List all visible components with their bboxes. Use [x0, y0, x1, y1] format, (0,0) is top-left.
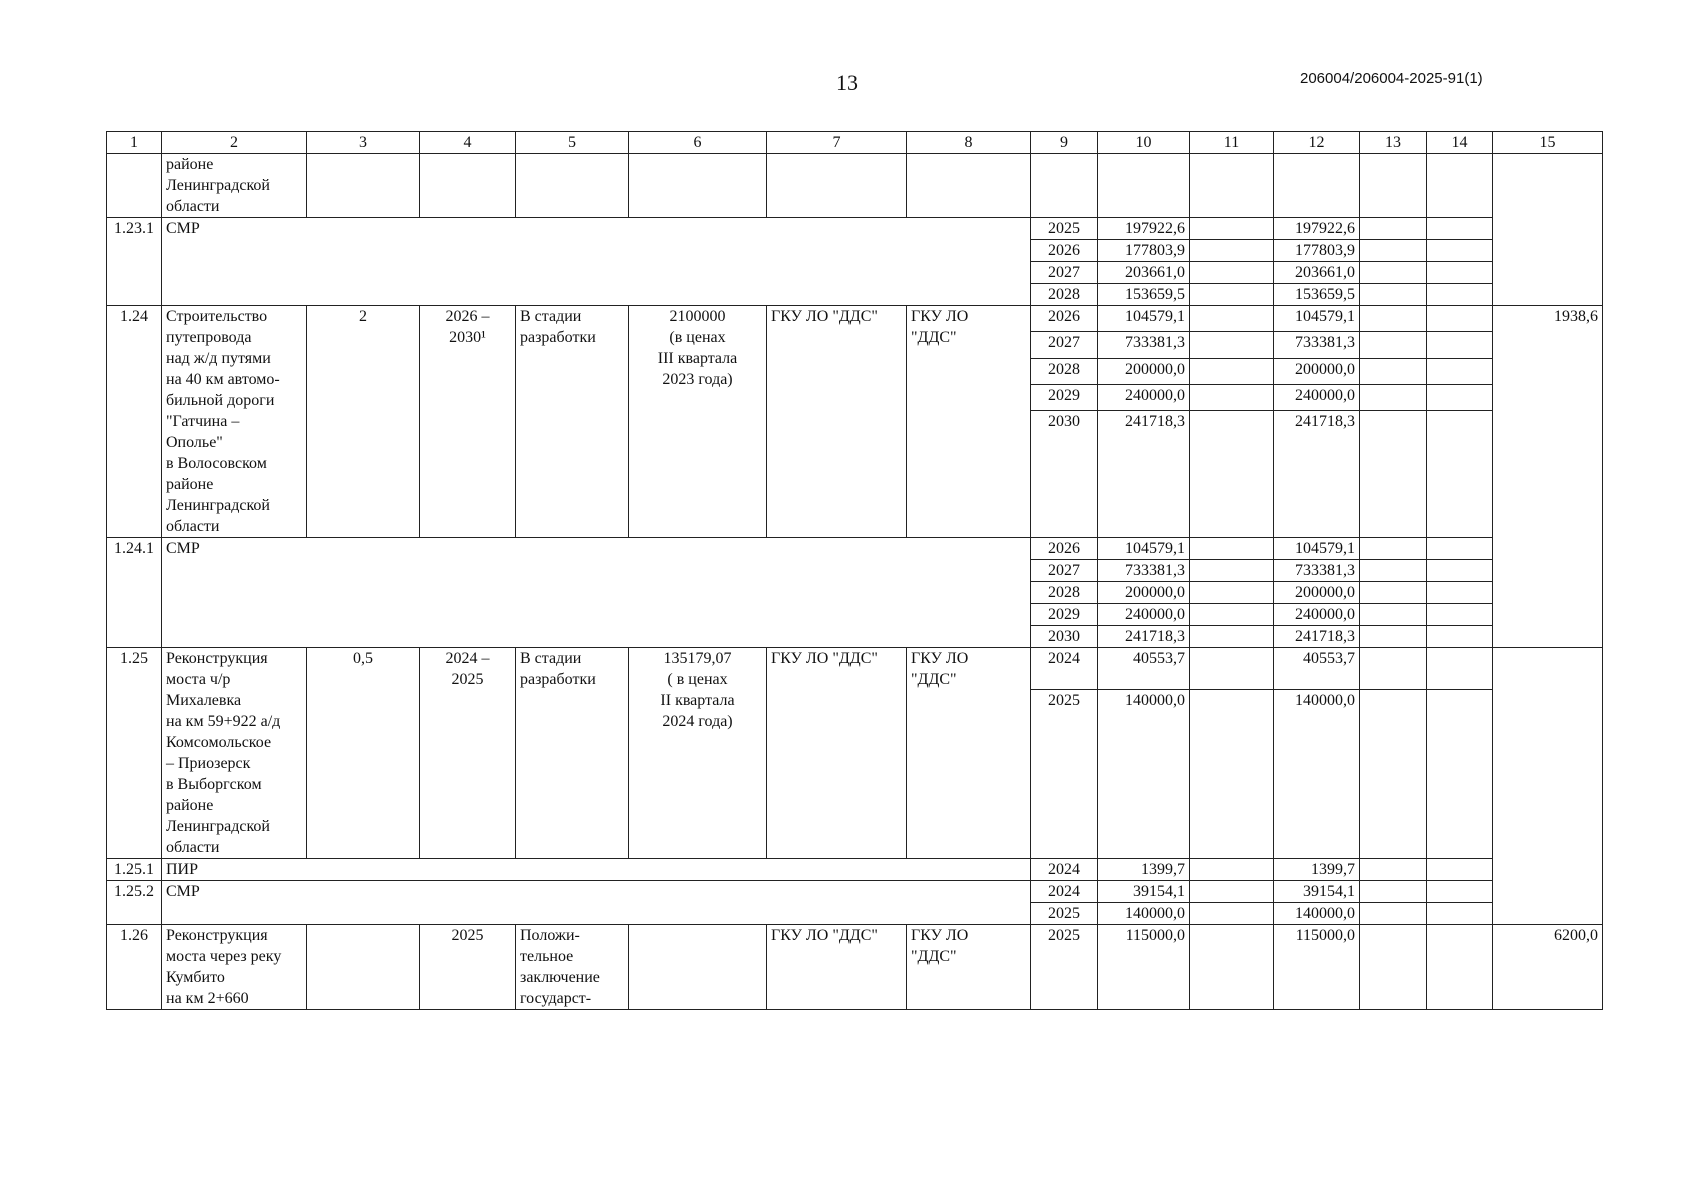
- cost-cell: [629, 925, 767, 1010]
- cell-col-4: [420, 154, 516, 218]
- amount-col-12: 40553,7: [1274, 648, 1360, 690]
- year-cell: 2025: [1031, 690, 1098, 859]
- table-row: [107, 881, 1603, 903]
- amount-col-12: 733381,3: [1274, 560, 1360, 582]
- cell-col-14: [1427, 582, 1493, 604]
- item-name-line: путепровода: [166, 329, 252, 346]
- length-cell: 0,5: [307, 648, 420, 859]
- year-cell: 2025: [1031, 218, 1098, 240]
- status-cell: [516, 306, 629, 538]
- year-cell: 2027: [1031, 262, 1098, 284]
- amount-col-12: 240000,0: [1274, 384, 1360, 410]
- column-header-1: 1: [107, 132, 162, 154]
- status-cell-line: разработки: [520, 329, 596, 346]
- amount-col-12: 177803,9: [1274, 240, 1360, 262]
- amount-col-10: 733381,3: [1098, 332, 1190, 358]
- status-cell-line: Положи-: [520, 927, 580, 944]
- cell-name-line: Ленинградской: [166, 177, 270, 194]
- item-label: СМР: [162, 218, 1031, 306]
- item-number: 1.23.1: [107, 218, 162, 306]
- column-header-3: 3: [307, 132, 420, 154]
- cell-col-14: [1427, 859, 1493, 881]
- cell-col-14: [1427, 604, 1493, 626]
- column-header-4: 4: [420, 132, 516, 154]
- amount-col-10: 177803,9: [1098, 240, 1190, 262]
- amount-col-12: 197922,6: [1274, 218, 1360, 240]
- column-header-2: 2: [162, 132, 307, 154]
- customer-cell: ГКУ ЛО "ДДС": [767, 306, 907, 538]
- table-row: [107, 538, 1603, 560]
- column-header-14: 14: [1427, 132, 1493, 154]
- amount-col-10: 140000,0: [1098, 903, 1190, 925]
- item-name-line: – Приозерск: [166, 755, 251, 772]
- status-cell-line: В стадии: [520, 308, 582, 325]
- year-cell: 2024: [1031, 859, 1098, 881]
- cell-col-5: [516, 154, 629, 218]
- cell-col-11: [1190, 925, 1274, 1010]
- column-header-15: 15: [1493, 132, 1603, 154]
- year-cell: 2029: [1031, 604, 1098, 626]
- column-header-11: 11: [1190, 132, 1274, 154]
- item-number: 1.25.1: [107, 859, 162, 881]
- item-name-line: на км 59+922 а/д: [166, 713, 281, 730]
- cell-col-13: [1360, 262, 1427, 284]
- amount-col-12: 241718,3: [1274, 411, 1360, 538]
- column-header-12: 12: [1274, 132, 1360, 154]
- cell-col-6: [629, 154, 767, 218]
- amount-col-10: 200000,0: [1098, 582, 1190, 604]
- cell-col-14: [1427, 690, 1493, 859]
- item-number: 1.25.2: [107, 881, 162, 925]
- cell-col-14: [1427, 626, 1493, 648]
- developer-cell-line: "ДДС": [911, 329, 957, 346]
- developer-cell: [907, 925, 1031, 1010]
- item-name: [162, 306, 307, 538]
- column-header-6: 6: [629, 132, 767, 154]
- continuation-row: [107, 154, 1603, 218]
- cell-col-13: [1360, 903, 1427, 925]
- status-cell-line: заключение: [520, 969, 600, 986]
- cell-col-11: [1190, 218, 1274, 240]
- cell-col-14: [1427, 384, 1493, 410]
- cell-col-11: [1190, 604, 1274, 626]
- cell-col-10: [1098, 154, 1190, 218]
- column-header-13: 13: [1360, 132, 1427, 154]
- column-header-5: 5: [516, 132, 629, 154]
- cell-col-14: [1427, 538, 1493, 560]
- item-name-line: Кумбито: [166, 969, 225, 986]
- amount-col-12: 1399,7: [1274, 859, 1360, 881]
- year-cell: 2030: [1031, 411, 1098, 538]
- item-name-line: районе: [166, 476, 214, 493]
- cell-col-14: [1427, 881, 1493, 903]
- amount-col-10: 197922,6: [1098, 218, 1190, 240]
- table-row: [107, 859, 1603, 881]
- cell-col-13: [1360, 560, 1427, 582]
- amount-col-12: 153659,5: [1274, 284, 1360, 306]
- status-cell: [516, 648, 629, 859]
- cell-col-11: [1190, 560, 1274, 582]
- developer-cell-line: ГКУ ЛО: [911, 308, 969, 325]
- period-cell: [420, 648, 516, 859]
- cost-cell-line: 2100000: [669, 308, 726, 325]
- status-cell-line: государст-: [520, 990, 592, 1007]
- length-cell: 2: [307, 306, 420, 538]
- cell-col-13: [1360, 582, 1427, 604]
- header-row: [107, 132, 1603, 154]
- amount-col-10: 200000,0: [1098, 358, 1190, 384]
- amount-col-12: 104579,1: [1274, 306, 1360, 332]
- item-name-line: моста ч/р: [166, 671, 231, 688]
- period-cell-line: 2030¹: [449, 329, 486, 346]
- item-name-line: на 40 км автомо-: [166, 371, 280, 388]
- period-cell-line: 2024 –: [445, 650, 490, 667]
- cost-cell-line: 2024 года): [662, 713, 733, 730]
- amount-col-10: 104579,1: [1098, 306, 1190, 332]
- item-number: 1.25: [107, 648, 162, 859]
- year-cell: 2028: [1031, 358, 1098, 384]
- cell-col-13: [1360, 384, 1427, 410]
- item-name-line: в Волосовском: [166, 455, 267, 472]
- item-name-line: области: [166, 839, 220, 856]
- amount-col-10: 240000,0: [1098, 604, 1190, 626]
- cell-num: [107, 154, 162, 218]
- cell-col-12: [1274, 154, 1360, 218]
- developer-cell-line: ГКУ ЛО: [911, 927, 969, 944]
- item-name-line: области: [166, 518, 220, 535]
- status-cell-line: В стадии: [520, 650, 582, 667]
- cell-col-14: [1427, 560, 1493, 582]
- cell-col-13: [1360, 604, 1427, 626]
- cell-col-8: [907, 154, 1031, 218]
- column-header-8: 8: [907, 132, 1031, 154]
- cell-name-line: районе: [166, 156, 214, 173]
- cell-col-14: [1427, 903, 1493, 925]
- cell-col-13: [1360, 648, 1427, 690]
- amount-col-12: 104579,1: [1274, 538, 1360, 560]
- status-cell-line: разработки: [520, 671, 596, 688]
- amount-col-10: 115000,0: [1098, 925, 1190, 1010]
- cell-col-14: [1427, 306, 1493, 332]
- cost-cell: [629, 306, 767, 538]
- cell-col-14: [1427, 358, 1493, 384]
- cell-col-14: [1427, 154, 1493, 218]
- cell-col-15: 1938,6: [1493, 306, 1603, 648]
- cell-col-13: [1360, 690, 1427, 859]
- cell-col-11: [1190, 648, 1274, 690]
- cell-col-15: 6200,0: [1493, 925, 1603, 1010]
- developer-cell: [907, 648, 1031, 859]
- item-name-line: Реконструкция: [166, 650, 268, 667]
- item-name: [162, 648, 307, 859]
- customer-cell: ГКУ ЛО "ДДС": [767, 925, 907, 1010]
- amount-col-12: 140000,0: [1274, 690, 1360, 859]
- cell-col-11: [1190, 903, 1274, 925]
- cell-col-11: [1190, 358, 1274, 384]
- amount-col-10: 104579,1: [1098, 538, 1190, 560]
- amount-col-12: 39154,1: [1274, 881, 1360, 903]
- amount-col-10: 140000,0: [1098, 690, 1190, 859]
- table-row: [107, 925, 1603, 1010]
- item-name-line: Ополье": [166, 434, 223, 451]
- item-label: СМР: [162, 538, 1031, 648]
- developer-cell-line: ГКУ ЛО: [911, 650, 969, 667]
- cell-col-14: [1427, 284, 1493, 306]
- amount-col-10: 39154,1: [1098, 881, 1190, 903]
- period-cell: 2025: [420, 925, 516, 1010]
- cell-col-3: [307, 154, 420, 218]
- cost-cell-line: (в ценах: [669, 329, 726, 346]
- cell-col-11: [1190, 582, 1274, 604]
- cell-col-11: [1190, 859, 1274, 881]
- item-name-line: Михалевка: [166, 692, 242, 709]
- cell-col-11: [1190, 690, 1274, 859]
- cell-col-11: [1190, 384, 1274, 410]
- cell-col-13: [1360, 925, 1427, 1010]
- cost-cell-line: 135179,07: [663, 650, 732, 667]
- year-cell: 2028: [1031, 582, 1098, 604]
- cell-name-line: области: [166, 198, 220, 215]
- developer-cell-line: "ДДС": [911, 671, 957, 688]
- item-name-line: Ленинградской: [166, 497, 270, 514]
- amount-col-10: 203661,0: [1098, 262, 1190, 284]
- cell-col-14: [1427, 411, 1493, 538]
- column-header-9: 9: [1031, 132, 1098, 154]
- cell-col-14: [1427, 925, 1493, 1010]
- table-row: [107, 648, 1603, 690]
- item-name: [162, 925, 307, 1010]
- year-cell: 2024: [1031, 881, 1098, 903]
- cell-col-11: [1190, 411, 1274, 538]
- cell-col-9: [1031, 154, 1098, 218]
- cell-col-14: [1427, 648, 1493, 690]
- item-name-line: Строительство: [166, 308, 268, 325]
- amount-col-12: 200000,0: [1274, 358, 1360, 384]
- item-number: 1.26: [107, 925, 162, 1010]
- item-number: 1.24.1: [107, 538, 162, 648]
- period-cell-line: 2025: [451, 671, 484, 688]
- year-cell: 2026: [1031, 240, 1098, 262]
- cost-cell: [629, 648, 767, 859]
- item-name-line: на км 2+660: [166, 990, 249, 1007]
- cost-cell-line: ( в ценах: [667, 671, 728, 688]
- amount-col-12: 241718,3: [1274, 626, 1360, 648]
- item-name-line: Реконструкция: [166, 927, 268, 944]
- year-cell: 2025: [1031, 903, 1098, 925]
- cell-col-13: [1360, 332, 1427, 358]
- amount-col-10: 733381,3: [1098, 560, 1190, 582]
- cell-col-11: [1190, 626, 1274, 648]
- year-cell: 2027: [1031, 332, 1098, 358]
- year-cell: 2026: [1031, 538, 1098, 560]
- cell-col-13: [1360, 859, 1427, 881]
- item-name-line: в Выборгском: [166, 776, 262, 793]
- table-body: [107, 132, 1603, 1010]
- cell-col-11: [1190, 262, 1274, 284]
- cell-col-11: [1190, 538, 1274, 560]
- amount-col-12: 733381,3: [1274, 332, 1360, 358]
- amount-col-12: 115000,0: [1274, 925, 1360, 1010]
- cell-col-14: [1427, 262, 1493, 284]
- cell-col-13: [1360, 306, 1427, 332]
- year-cell: 2026: [1031, 306, 1098, 332]
- amount-col-10: 240000,0: [1098, 384, 1190, 410]
- cell-col-11: [1190, 240, 1274, 262]
- cost-cell-line: II квартала: [660, 692, 735, 709]
- year-cell: 2028: [1031, 284, 1098, 306]
- year-cell: 2029: [1031, 384, 1098, 410]
- page-number: 13: [836, 70, 858, 95]
- cell-col-11: [1190, 154, 1274, 218]
- cell-col-14: [1427, 218, 1493, 240]
- cell-col-14: [1427, 332, 1493, 358]
- cell-col-11: [1190, 306, 1274, 332]
- cell-col-11: [1190, 284, 1274, 306]
- amount-col-12: 240000,0: [1274, 604, 1360, 626]
- cell-col-14: [1427, 240, 1493, 262]
- amount-col-10: 1399,7: [1098, 859, 1190, 881]
- developer-cell: [907, 306, 1031, 538]
- item-name-line: над ж/д путями: [166, 350, 271, 367]
- amount-col-12: 200000,0: [1274, 582, 1360, 604]
- amount-col-10: 241718,3: [1098, 626, 1190, 648]
- item-label: ПИР: [162, 859, 1031, 881]
- item-name-line: районе: [166, 797, 214, 814]
- item-number: 1.24: [107, 306, 162, 538]
- developer-cell-line: "ДДС": [911, 948, 957, 965]
- cell-col-13: [1360, 881, 1427, 903]
- cell-col-11: [1190, 332, 1274, 358]
- cost-cell-line: 2023 года): [662, 371, 733, 388]
- year-cell: 2025: [1031, 925, 1098, 1010]
- amount-col-10: 40553,7: [1098, 648, 1190, 690]
- cell-col-15: [1493, 154, 1603, 306]
- cell-col-13: [1360, 626, 1427, 648]
- cell-col-13: [1360, 284, 1427, 306]
- item-name-line: Ленинградской: [166, 818, 270, 835]
- year-cell: 2024: [1031, 648, 1098, 690]
- item-name-line: моста через реку: [166, 948, 282, 965]
- amount-col-12: 140000,0: [1274, 903, 1360, 925]
- investment-table: [106, 131, 1603, 1010]
- table-row: [107, 306, 1603, 332]
- period-cell-line: 2026 –: [445, 308, 490, 325]
- cell-col-7: [767, 154, 907, 218]
- cell-col-13: [1360, 154, 1427, 218]
- item-name-line: бильной дороги: [166, 392, 275, 409]
- cell-col-13: [1360, 358, 1427, 384]
- item-label: СМР: [162, 881, 1031, 925]
- amount-col-12: 203661,0: [1274, 262, 1360, 284]
- cell-col-13: [1360, 538, 1427, 560]
- customer-cell: ГКУ ЛО "ДДС": [767, 648, 907, 859]
- cell-col-13: [1360, 218, 1427, 240]
- item-name-line: Комсомольское: [166, 734, 272, 751]
- amount-col-10: 241718,3: [1098, 411, 1190, 538]
- period-cell: [420, 306, 516, 538]
- column-header-10: 10: [1098, 132, 1190, 154]
- cell-col-15: [1493, 648, 1603, 925]
- year-cell: 2027: [1031, 560, 1098, 582]
- cell-col-11: [1190, 881, 1274, 903]
- year-cell: 2030: [1031, 626, 1098, 648]
- table-row: [107, 218, 1603, 240]
- status-cell: [516, 925, 629, 1010]
- amount-col-10: 153659,5: [1098, 284, 1190, 306]
- cell-name: [162, 154, 307, 218]
- cost-cell-line: III квартала: [657, 350, 738, 367]
- item-name-line: "Гатчина –: [166, 413, 240, 430]
- cell-col-13: [1360, 411, 1427, 538]
- length-cell: [307, 925, 420, 1010]
- cell-col-13: [1360, 240, 1427, 262]
- status-cell-line: тельное: [520, 948, 574, 965]
- column-header-7: 7: [767, 132, 907, 154]
- document-reference: 206004/206004-2025-91(1): [1300, 70, 1483, 87]
